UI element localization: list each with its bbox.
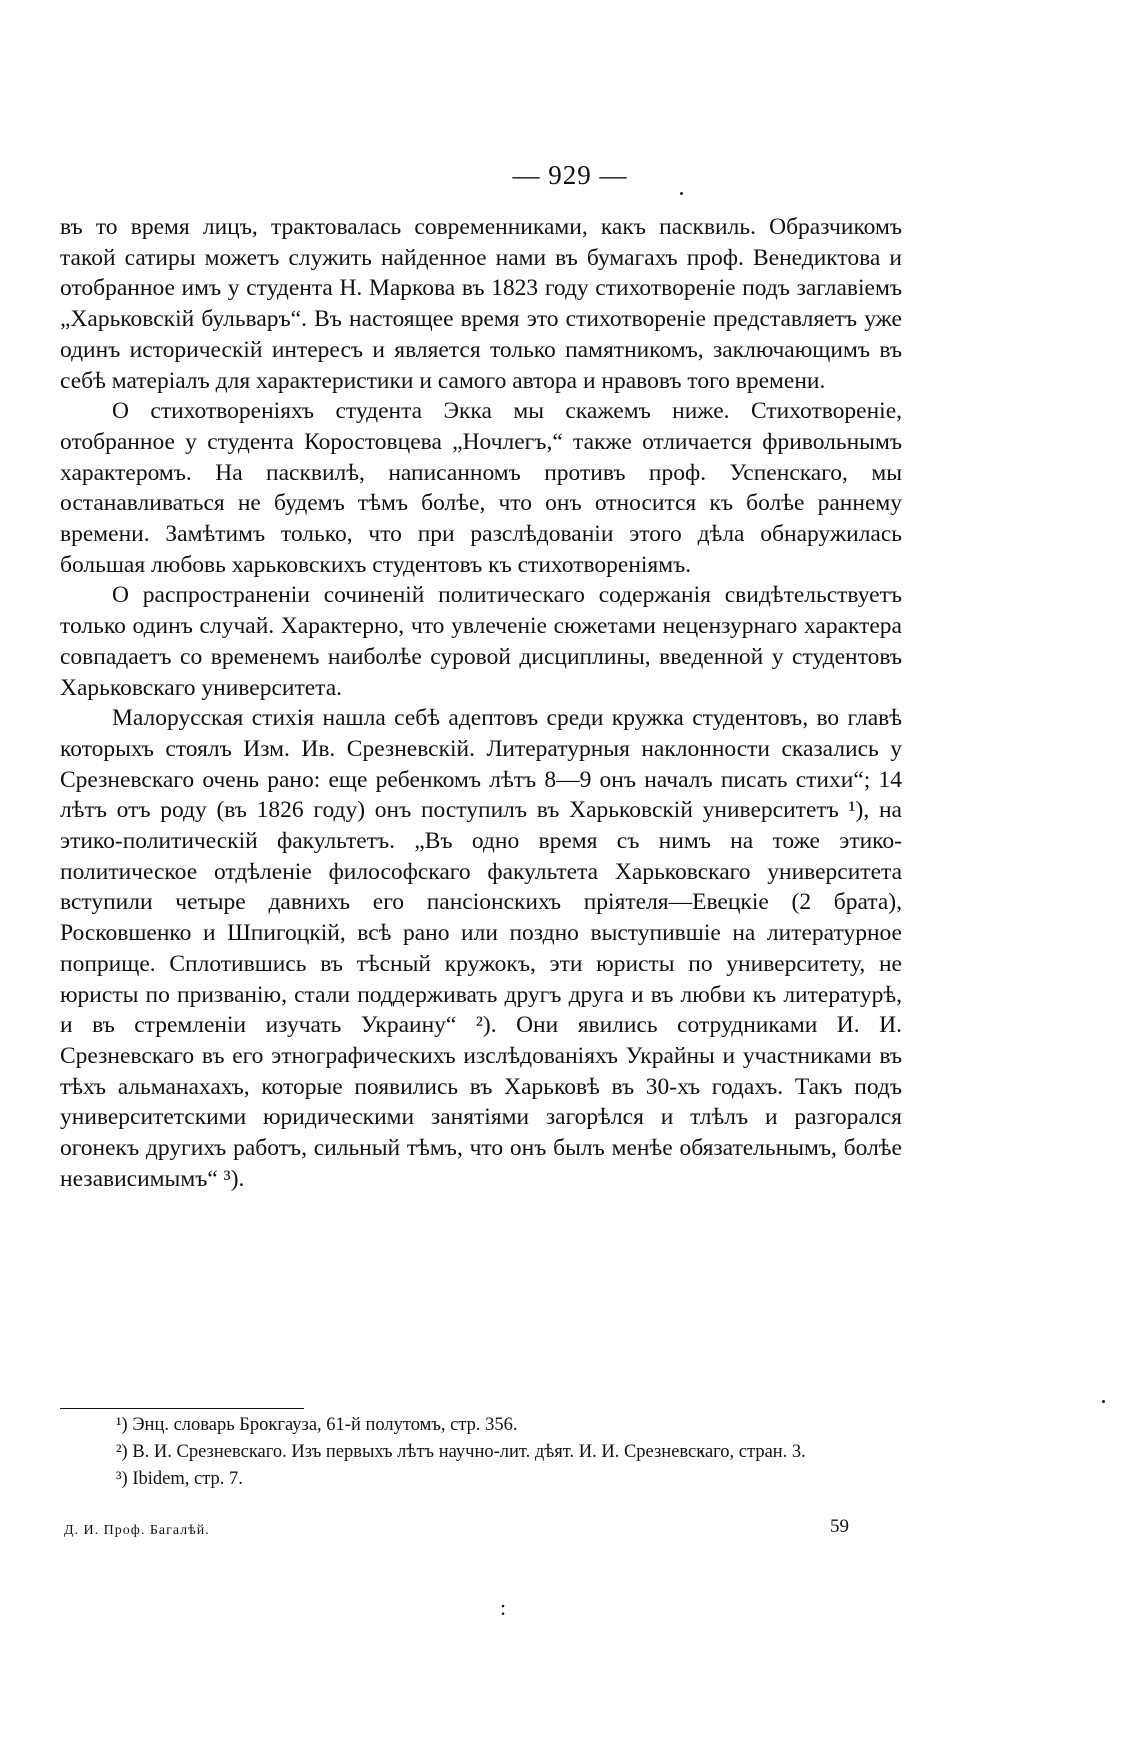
- print-speck: [680, 192, 683, 195]
- footnotes: [60, 1412, 902, 1493]
- paragraph-3: О распространеніи сочиненій политическаго содержанія свидѣтельствуетъ только одинъ случай. Характерно, что увлеченіе сюжетами нецензурнаго характера совпадаетъ со временемъ наиболѣе суровой дисциплины, введенной у студентовъ Харьковскаго университета.: [60, 582, 902, 701]
- signature-mark: Д. И. Проф. Багалѣй.: [64, 1523, 210, 1538]
- footnote-2: ²) В. И. Срезневскаго. Изъ первыхъ лѣтъ научно-лит. дѣят. И. И. Срезневскаго, стран. 3.: [116, 1442, 806, 1462]
- footnote-divider: [60, 1408, 304, 1409]
- paragraph-1: въ то время лицъ, трактовалась современниками, какъ пасквиль. Образчикомъ такой сатиры можетъ служить найденное нами въ бумагахъ проф. Венедиктова и отобранное имъ у студента Н. Маркова въ 1823 году стихотвореніе подъ заглавіемъ „Харьковскій бульваръ“. Въ настоящее время это стихотвореніе представляетъ уже одинъ историческій интересъ и является только памятникомъ, заключающимъ въ себѣ матеріалъ для характеристики и самого автора и нравовъ того времени.: [60, 214, 902, 394]
- bottom-mark: :: [500, 1595, 507, 1620]
- footnote-1: ¹) Энц. словарь Брокгауза, 61-й полутомъ, стр. 356.: [116, 1415, 518, 1435]
- footnote-3: ³) Ibidem, стр. 7.: [116, 1469, 243, 1489]
- page-number: — 929 —: [512, 160, 628, 190]
- paragraph-2: О стихотвореніяхъ студента Экка мы скажемъ ниже. Стихотвореніе, отобранное у студента Коростовцева „Ночлегъ,“ также отличается фривольнымъ характеромъ. На пасквилѣ, написанномъ противъ проф. Успенскаго, мы останавливаться не будемъ тѣмъ болѣе, что онъ относится къ болѣе раннему времени. Замѣтимъ только, что при разслѣдованіи этого дѣла обнаружилась большая любовь харьковскихъ студентовъ къ стихотвореніямъ.: [60, 398, 902, 578]
- paragraph-4: Малорусская стихія нашла себѣ адептовъ среди кружка студентовъ, во главѣ которыхъ стоялъ Изм. Ив. Срезневскій. Литературныя наклонности сказались у Срезневскаго очень рано: еще ребенкомъ лѣтъ 8—9 онъ началъ писать стихи“; 14 лѣтъ отъ роду (въ 1826 году) онъ поступилъ въ Харьковскій университетъ ¹), на этико-политическій факультетъ. „Въ одно время съ нимъ на тоже этико-политическое отдѣленіе философскаго факультета Харьковскаго университета вступили четыре давнихъ его пансіонскихъ пріятеля—Евецкіе (2 брата), Росковшенко и Шпигоцкій, всѣ рано или поздно выступившіе на литературное поприще. Сплотившись въ тѣсный кружокъ, эти юристы по университету, не юристы по призванію, стали поддерживать другъ друга и въ любви къ литературѣ, и въ стремленіи изучать Украину“ ²). Они явились сотрудниками И. И. Срезневскаго въ его этнографическихъ изслѣдованіяхъ Украйны и участниками въ тѣхъ альманахахъ, которые появились въ Харьковѣ въ 30-хъ годахъ. Такъ подъ университетскими юридическими занятіями загорѣлся и тлѣлъ и разгорался огонекъ другихъ работъ, сильный тѣмъ, что онъ былъ менѣе обязательнымъ, болѣе независимымъ“ ³).: [60, 705, 902, 1192]
- sheet-number: 59: [830, 1516, 849, 1537]
- print-speck: [1102, 1400, 1105, 1403]
- main-text: [60, 212, 902, 1195]
